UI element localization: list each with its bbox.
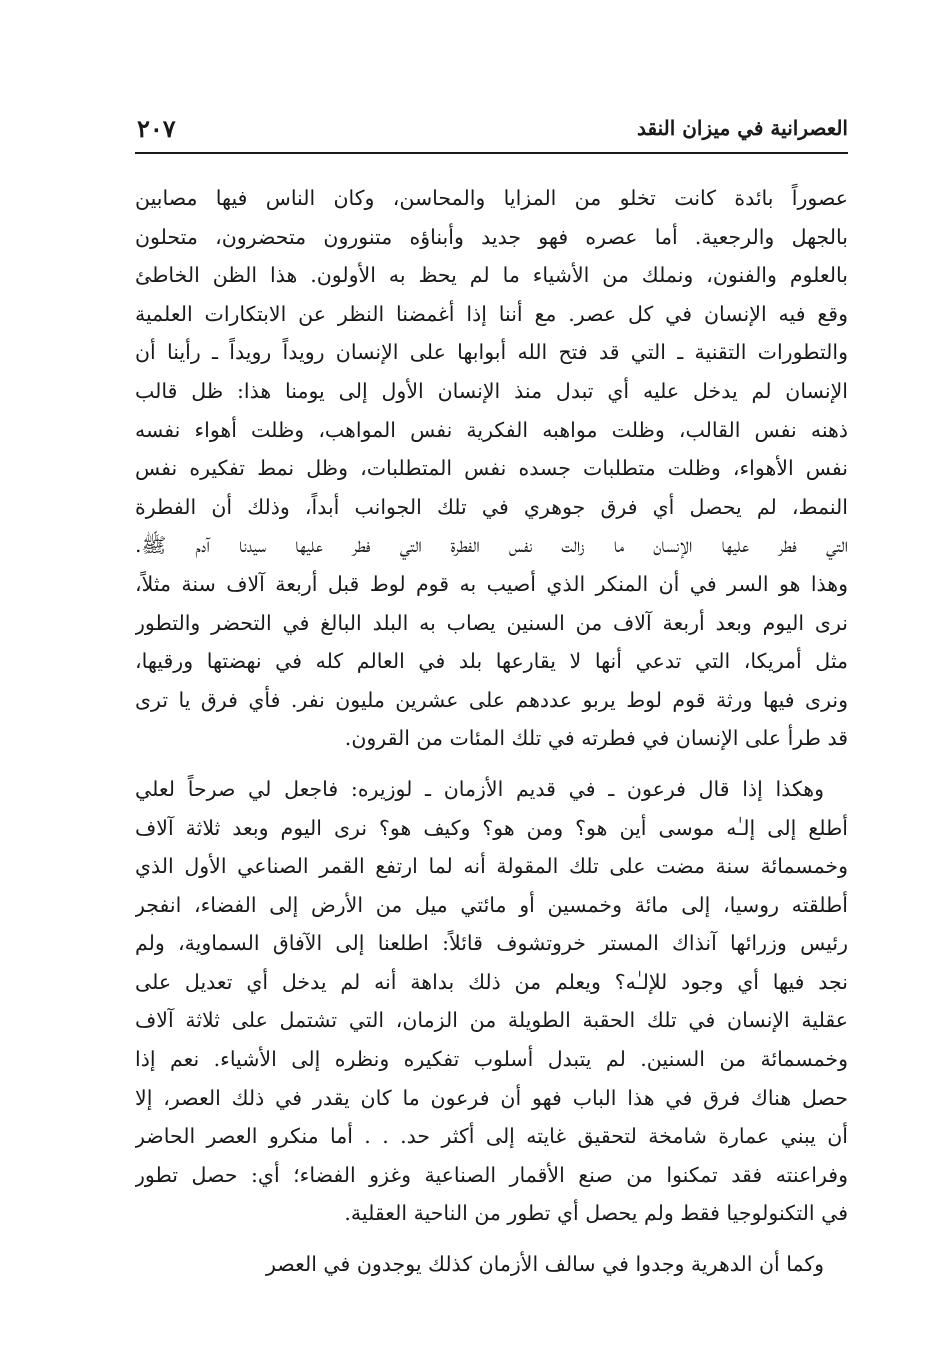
paragraph-gap: [135, 758, 848, 770]
running-title: العصرانية في ميزان النقد: [636, 116, 848, 140]
text-line: أطلقته روسيا، إلى مائة وخمسين أو مائتي ميل من الأرض إلى الفضاء، انفجر: [135, 892, 848, 917]
text-line: وكما أن الدهرية وجدوا في سالف الأزمان كذلك يوجدون في العصر: [266, 1252, 824, 1277]
paragraph-gap: [135, 1233, 848, 1245]
text-line: قد طرأ على الإنسان في فطرته في تلك المئات من القرون.: [344, 726, 848, 751]
text-line: وهذا هو السر في أن المنكر الذي أصيب به قوم لوط قبل أربعة آلاف سنة مثلاً،: [135, 571, 848, 596]
page-number: ٢٠٧: [137, 114, 176, 143]
text-line: في التكنولوجيا فقط ولم يحصل أي تطور من الناحية العقلية.: [344, 1201, 848, 1226]
text-line: وخمسمائة من السنين. لم يتبدل أسلوب تفكيره ونظره إلى الأشياء. نعم إذا: [135, 1047, 848, 1072]
body-text: [135, 179, 848, 1284]
paragraph: [135, 1245, 848, 1284]
text-line: وهكذا إذا قال فرعون ـ في قديم الأزمان ـ لوزيره: فاجعل لي صرحاً لعلي: [135, 776, 824, 801]
paragraph: [135, 179, 848, 758]
text-line: مثل أمريكا، التي تدعي أنها لا يقارعها بلد في العالم كله في نهضتها ورقيها،: [135, 649, 848, 674]
text-line: نفس الأهواء، وظلت متطلبات جسده نفس المتطلبات، وظل نمط تفكيره نفس: [135, 456, 848, 481]
text-line: بالعلوم والفنون، ونملك من الأشياء ما لم يحظ به الأولون. هذا الظن الخاطئ: [135, 263, 848, 288]
text-line: بالجهل والرجعية. أما عصره فهو جديد وأبناؤه متنورون متحضرون، متحلون: [135, 224, 848, 249]
text-line: عقلية الإنسان في تلك الحقبة الطويلة من الزمان، التي تشتمل على ثلاثة آلاف: [135, 1008, 848, 1033]
text-line: وخمسمائة سنة مضت على تلك المقولة أنه لما ارتفع القمر الصناعي الأول الذي: [135, 854, 848, 879]
text-line: أن يبني عمارة شامخة لتحقيق غايته إلى أكثر حد. . . أما منكرو العصر الحاضر: [135, 1124, 848, 1149]
text-line: الإنسان لم يدخل عليه أي تبدل منذ الإنسان الأول إلى يومنا هذا: ظل قالب: [135, 378, 848, 403]
text-line: عصوراً بائدة كانت تخلو من المزايا والمحاسن، وكان الناس فيها مصابين: [135, 186, 848, 210]
paragraph: [135, 770, 848, 1233]
text-line: النمط، لم يحصل أي فرق جوهري في تلك الجوانب أبداً، وذلك أن الفطرة: [135, 494, 848, 519]
text-line: نجد فيها أي وجود للإلـٰه؟ ويعلم من ذلك بداهة أنه لم يدخل أي تعديل على: [135, 969, 848, 994]
text-line: رئيس وزرائها آنذاك المستر خروتشوف قائلاً: اطلعنا إلى الآفاق السماوية، ولم: [135, 931, 848, 956]
text-line: حصل هناك فرق في هذا الباب فهو أن فرعون ما كان يقدر في ذلك العصر، إلا: [135, 1085, 848, 1110]
page-header: [135, 112, 848, 154]
text-line: ذهنه نفس القالب، وظلت مواهبه الفكرية نفس المواهب، وظلت أهواء نفسه: [135, 417, 848, 442]
text-line: أطلع إلى إلـٰه موسى أين هو؟ ومن هو؟ وكيف هو؟ نرى اليوم وبعد ثلاثة آلاف: [135, 815, 848, 840]
text-line: ونرى فيها ورثة قوم لوط يربو عددهم على عشرين مليون نفر. فأي فرق يا ترى: [135, 687, 848, 712]
text-line: التي فطر عليها الإنسان ما زالت نفس الفطرة التي فطر عليها سيدنا آدم ﷺ.: [135, 533, 848, 558]
text-line: نرى اليوم وبعد أربعة آلاف من السنين يصاب به البلد البالغ في التحضر والتطور: [135, 610, 848, 635]
text-line: وقع فيه الإنسان في كل عصر. مع أننا إذا أغمضنا النظر عن الابتكارات العلمية: [135, 301, 848, 326]
text-line: وفراعنته فقد تمكنوا من صنع الأقمار الصناعية وغزو الفضاء؛ أي: حصل تطور: [135, 1162, 848, 1187]
text-line: والتطورات التقنية ـ التي قد فتح الله أبوابها على الإنسان رويداً رويداً ـ رأينا أن: [135, 340, 848, 365]
